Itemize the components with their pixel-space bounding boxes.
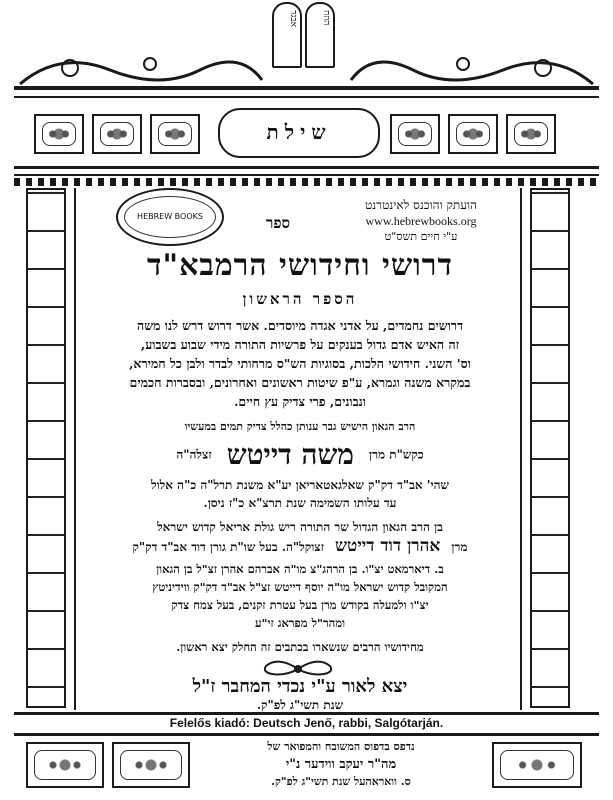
son-line: ב. דיארמאט יצ"ו. בן הרהג"צ מו"ה אברהם אהרן זצ"ל בן הגאון bbox=[156, 562, 444, 576]
son-name: אהרן דוד דייטש bbox=[335, 536, 441, 556]
publisher-line: יצא לאור ע"י נכדי המחבר ז"ל bbox=[192, 676, 408, 697]
book-label: ספר bbox=[265, 214, 291, 232]
frieze-panel bbox=[34, 114, 84, 154]
subtitle: הספר הראשון bbox=[242, 290, 358, 308]
responsible-publisher: Felelős kiadó: Deutsch Jenő, rabbi, Salgótarján. bbox=[169, 716, 444, 730]
right-pillar bbox=[530, 188, 570, 708]
description-line: דרושים נחמדים, על אדני אגדה מיוסדים. אשר דרוש דרש לנו משה bbox=[137, 318, 463, 333]
printer-line: מה"ר יעקב ווידער נ"י bbox=[285, 757, 397, 772]
frieze-panel bbox=[506, 114, 556, 154]
son-name-post: זצוקל"ה. בעל שו"ת גורן דוד אב"ד דק"ק bbox=[132, 540, 324, 554]
base-panel bbox=[492, 742, 582, 788]
base-panel bbox=[26, 742, 104, 788]
main-title: דרושי וחידושי הרמבא"ד bbox=[147, 248, 453, 283]
son-name-line bbox=[80, 536, 520, 560]
frieze-panel bbox=[448, 114, 498, 154]
stamp-text: HEBREW BOOKS bbox=[137, 212, 203, 221]
description-line: ונבונים, פרי צדיק עץ חיים. bbox=[234, 394, 366, 409]
publisher-note-url[interactable]: www.hebrewbooks.org bbox=[365, 214, 477, 228]
son-name-pre: מרן bbox=[451, 540, 468, 554]
author-name: משה דייטש bbox=[226, 438, 354, 471]
son-line: המקובל קדוש ישראל מו"ה יוסף דייטש זצ"ל אב"ד דק"ק ווידיניטץ bbox=[152, 580, 448, 594]
printed-note: מחידושיו הרבים שנשארו בכתבים זה החלק יצא ראשון. bbox=[176, 640, 424, 654]
publisher-note-line3: ע"י חיים תשס"ט bbox=[384, 230, 458, 243]
frieze-panel bbox=[92, 114, 142, 154]
printer-line: ס. וואראהעל שנת תשי"ג לפ"ק. bbox=[271, 775, 411, 788]
description-line: במקרא משנה וגמרא, ע"פ שיטות ראשונים ואחרונים, ובסברות חכמים bbox=[129, 375, 471, 390]
frieze-panel bbox=[390, 114, 440, 154]
year-line: שנת תשי"ג לפ"ק. bbox=[256, 698, 344, 712]
top-swirl-ornament bbox=[0, 40, 613, 90]
author-detail-line: שהי' אב"ד דק"ק שאלגאטאריאן יע"א משנת תרל"ה כ"ה אלול bbox=[151, 478, 449, 492]
library-stamp bbox=[116, 188, 224, 246]
author-suffix: זצלה"ה bbox=[176, 447, 212, 462]
son-line: ומהר"ל מפראג זי"ע bbox=[254, 616, 346, 630]
author-prefix: כקש"ת מרן bbox=[369, 447, 424, 462]
frieze-band bbox=[14, 178, 599, 186]
description-line: וס' השני. חידושי הלכות, בסוגיות הש"ס מרחותי לבדר ולבן כל חמירא, bbox=[129, 356, 471, 371]
author-detail-line: עד עלותו השמימה שנת תרצ"א כ"ז ניסן. bbox=[203, 496, 397, 510]
author-line bbox=[80, 438, 520, 474]
description-line: זה האיש אדם גדול בענקים על פרשיות התורה מידי שבוע בשבוע, bbox=[140, 337, 460, 352]
frieze-panel bbox=[150, 114, 200, 154]
publisher-note-line1: הועתק והוכנס לאינטרנט bbox=[365, 198, 477, 212]
left-pillar bbox=[26, 188, 66, 708]
son-intro: בן הרב הגאון הגדול שר התורה ריש גולת אריאל קדוש ישראל bbox=[157, 520, 443, 534]
banner-text: שילת bbox=[266, 120, 332, 144]
praise-line: הרב הגאון הישיש גבר ענותן כהלל צדיק תמים במעשיו bbox=[184, 420, 416, 433]
base-panel bbox=[112, 742, 190, 788]
printer-line: נדפס בדפוס המשובח והמפואר של bbox=[267, 740, 415, 753]
tablet-right-letters: הוזח bbox=[321, 10, 331, 26]
tablet-left-letters: אבגד bbox=[288, 10, 298, 28]
son-line: יצ"ו ולמעלה בקודש מרן בעל עטרת זקנים, בעל צמח צדק bbox=[171, 598, 429, 612]
